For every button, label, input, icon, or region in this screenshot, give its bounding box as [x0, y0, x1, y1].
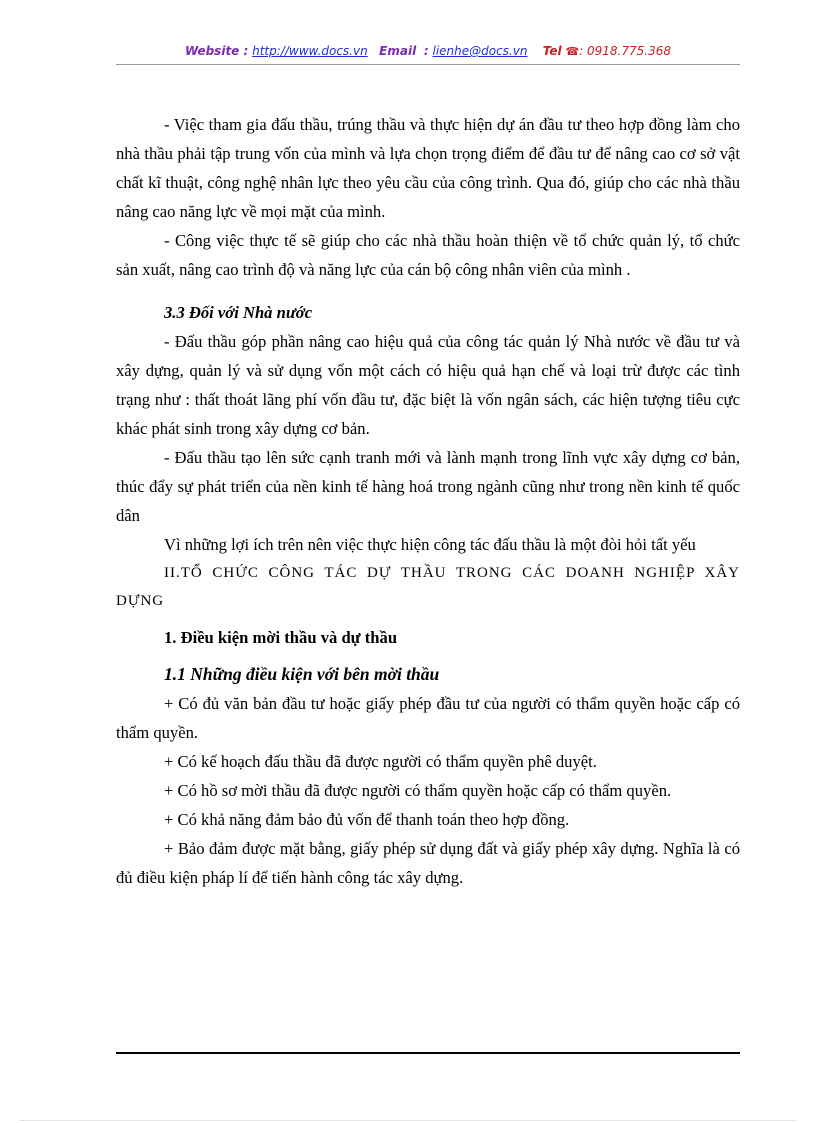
- tel-label: Tel: [542, 44, 562, 58]
- footer-divider: [116, 1052, 740, 1054]
- phone-icon: ☎: [565, 45, 580, 58]
- heading-1: 1. Điều kiện mời thầu và dự thầu: [164, 628, 398, 647]
- document-body: [116, 110, 740, 892]
- section-title-ii: II.TỔ CHỨC CÔNG TÁC DỰ THẦU TRONG CÁC DOANH NGHIỆP XÂY DỰNG: [116, 565, 740, 609]
- condition-1: + Có đủ văn bản đầu tư hoặc giấy phép đầu tư của người có thẩm quyền hoặc cấp có thẩm quyền.: [116, 694, 740, 742]
- heading-1-1: 1.1 Những điều kiện với bên mời thầu: [164, 664, 440, 684]
- email-separator: :: [423, 44, 429, 58]
- heading-3-3: 3.3 Đối với Nhà nước: [164, 303, 313, 322]
- condition-3: + Có hồ sơ mời thầu đã được người có thẩm quyền hoặc cấp có thẩm quyền.: [164, 781, 672, 800]
- email-link[interactable]: lienhe@docs.vn: [432, 44, 528, 58]
- paragraph-5: Vì những lợi ích trên nên việc thực hiện công tác đấu thầu là một đòi hỏi tất yếu: [164, 535, 696, 554]
- tel-number: : 0918.775.368: [579, 44, 671, 58]
- website-link[interactable]: http://www.docs.vn: [252, 44, 368, 58]
- condition-2: + Có kế hoạch đấu thầu đã được người có thẩm quyền phê duyệt.: [164, 752, 597, 771]
- paragraph-3: - Đấu thầu góp phần nâng cao hiệu quả của công tác quản lý Nhà nước về đầu tư và xây dựng, quản lý và sử dụng vốn một cách có hiệu quả hạn chế và loại trừ được các tình trạng như : thất thoát lãng phí vốn đầu tư, đặc biệt là vốn ngân sách, các hiện tượng tiêu cực khác phát sinh trong xây dựng cơ bản.: [116, 332, 740, 438]
- paragraph-1: - Việc tham gia đấu thầu, trúng thầu và thực hiện dự án đầu tư theo hợp đồng làm cho nhà thầu phải tập trung vốn của mình và lựa chọn trọng điểm để đầu tư để nâng cao cơ sở vật chất kĩ thuật, công nghệ nhân lực theo yêu cầu của công trình. Qua đó, giúp cho các nhà thầu nâng cao năng lực về mọi mặt của mình.: [116, 115, 740, 221]
- condition-5: + Bảo đảm được mặt bằng, giấy phép sử dụng đất và giấy phép xây dựng. Nghĩa là có đủ điều kiện pháp lí để tiến hành công tác xây dựng.: [116, 839, 740, 887]
- condition-4: + Có khả năng đảm bảo đủ vốn để thanh toán theo hợp đồng.: [164, 810, 570, 829]
- email-label: Email: [379, 44, 417, 58]
- page-header: [116, 44, 740, 66]
- paragraph-4: - Đấu thầu tạo lên sức cạnh tranh mới và lành mạnh trong lĩnh vực xây dựng cơ bản, thúc đẩy sự phát triển của nền kinh tế hàng hoá trong ngành cũng như trong nền kinh tế quốc dân: [116, 448, 740, 525]
- page-bottom-border: [20, 1120, 796, 1121]
- paragraph-2: - Công việc thực tế sẽ giúp cho các nhà thầu hoàn thiện về tổ chức quản lý, tổ chức sản xuất, nâng cao trình độ và năng lực của cán bộ công nhân viên của mình .: [116, 231, 740, 279]
- header-divider: [116, 64, 740, 65]
- website-label: Website :: [184, 44, 249, 58]
